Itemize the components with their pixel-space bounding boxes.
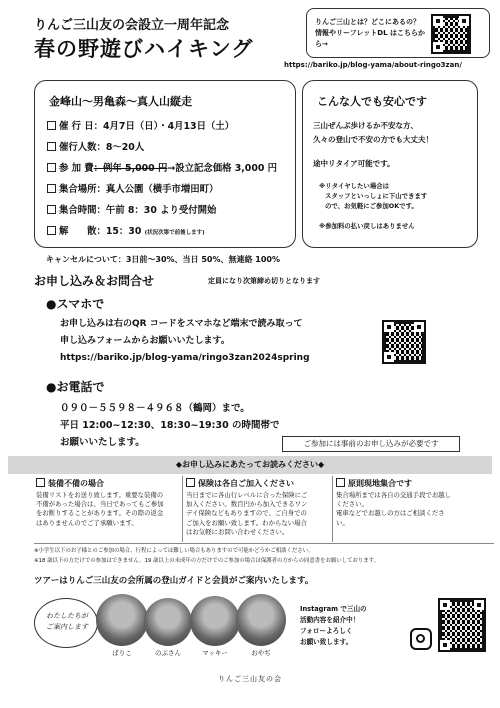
info-box: [306, 8, 490, 58]
checkbox-icon: [336, 478, 345, 487]
detail-dismissal: 解 散：15：30 (状況次第で前後します): [47, 224, 277, 241]
notice-banner: ◆お申し込みにあたってお読みください◆: [8, 456, 492, 474]
required-note: ご参加には事前のお申し込みが必要です: [282, 436, 460, 452]
safety-notes: ※リタイヤしたい場合は スタッフといっしょに下山できます ので、お気軽にご参加OKです。 ※参加料の払い戻しはありません: [319, 182, 428, 230]
safety-box: [302, 80, 478, 248]
phone-number[interactable]: ０９０－５５９８－４９６８（鶴岡）まで。: [60, 403, 250, 414]
instagram-qr-code[interactable]: [438, 598, 486, 652]
checkbox-icon: [47, 226, 56, 235]
apply-qr-code[interactable]: [382, 320, 426, 364]
apply-title: お申し込み＆お問合せ: [34, 274, 155, 288]
guide-photo-3: [190, 596, 240, 646]
instagram-icon[interactable]: [410, 628, 432, 650]
event-title: 春の野遊びハイキング: [34, 37, 254, 61]
info-url-link[interactable]: https://bariko.jp/blog-yama/about-ringo3zan/: [284, 61, 462, 69]
info-qr-code[interactable]: [431, 14, 471, 54]
detail-capacity: 催行人数：8〜20人: [47, 140, 277, 155]
checkbox-icon: [36, 478, 45, 487]
checkbox-icon: [47, 142, 56, 151]
guide-name-2: のぶさん: [155, 649, 181, 657]
apply-note: 定員になり次第締め切りとなります: [208, 277, 320, 285]
guide-photo-4: [236, 594, 286, 646]
detail-fee: 参 加 費：例年 5,000 円→設立記念価格 3,000 円: [47, 161, 277, 176]
detail-date: 催 行 日：4月7日（日）・4月13日（土）: [47, 119, 277, 134]
instagram-text: Instagram で三山の 活動内容を紹介中！ フォローよろしく お願い致します。: [300, 605, 367, 646]
safety-lines: 三山ぜんぶ歩けるか不安な方、 久々の登山で不安の方でも大丈夫！ 途中リタイア可能です。: [313, 121, 433, 168]
guide-photo-2: [144, 598, 192, 646]
tel-details: ０９０－５５９８－４９６８（鶴岡）まで。 平日 12:00~12:30、18:30~19:30 の時間帯で お願いいたします。: [60, 400, 280, 451]
info-box-text: りんご三山とは？どこにあるの？ 情報やリーフレットDL はこちらから→: [315, 18, 426, 48]
speech-bubble: わたしたちがご案内します: [34, 598, 98, 648]
details-list: [47, 119, 277, 241]
phone-heading: ●スマホで: [46, 297, 105, 311]
checkbox-icon: [186, 478, 195, 487]
apply-url-link[interactable]: https://bariko.jp/blog-yama/ringo3zan2024spring: [60, 353, 310, 363]
guides-line: ツアーはりんご三山友の会所属の登山ガイドと会員がご案内いたします。: [34, 576, 314, 586]
notice-col-equipment: 装備不備の場合 装備リストをお送り致します。重要な装備の 不備があった場合は、当日であってもご参加 をお断りすることがあります。その際の返金 はありませんのでご了承願います。: [36, 479, 164, 527]
event-subtitle: りんご三山友の会設立一周年記念: [34, 18, 230, 33]
guide-name-1: ぱりこ: [112, 649, 132, 657]
guide-name-3: マッキー: [202, 649, 228, 657]
guide-photo-1: [96, 594, 148, 646]
footer: りんご三山友の会: [218, 675, 282, 683]
phone-instructions: お申し込みは右のQR コードをスマホなど端末で読み取って 申し込みフォームからお願いいたします。 https://bariko.jp/blog-yama/ringo3zan2024spring: [60, 316, 310, 367]
detail-meeting-place: 集合場所：真人公園（横手市増田町）: [47, 182, 277, 197]
details-box: [34, 80, 296, 248]
safety-title: こんな人でも安心です: [317, 95, 427, 108]
cancel-policy: キャンセルについて：3日前〜30%、当日 50%、無連絡 100%: [46, 255, 280, 264]
tel-heading: ●お電話で: [46, 380, 105, 394]
checkbox-icon: [47, 163, 56, 172]
footnotes: ※小学生以下のお子様とのご参加の場合、行程によっては難しい場合もありますので可能かどうかご相談ください。 ※18 歳以下の方だけでの参加はできません。19 歳以上の未成年の方だけでのご参加の場合は保護者の方からの同意書をお願いしております。: [34, 543, 494, 566]
notice-col-insurance: 保険は各自ご加入ください 当日までに各山行レベルに合った保険にご 加入ください。数百円から加入できるワン デイ保険などもありますので、ご自身での ご加入をお願い致します。わからない場合 はお気軽にお問い合わせください。: [186, 479, 308, 536]
detail-meeting-time: 集合時間：午前 8：30 より受付開始: [47, 203, 277, 218]
checkbox-icon: [47, 184, 56, 193]
route-title: 金峰山〜男亀森〜真人山縦走: [49, 95, 192, 108]
notice-col-meeting: 原則現地集合です 集合場所までは各自の交通手段でお越し ください。 電車などでお越しの方はご相談くださ い。: [336, 479, 452, 527]
checkbox-icon: [47, 121, 56, 130]
checkbox-icon: [47, 205, 56, 214]
guide-name-4: おやぢ: [251, 649, 271, 657]
